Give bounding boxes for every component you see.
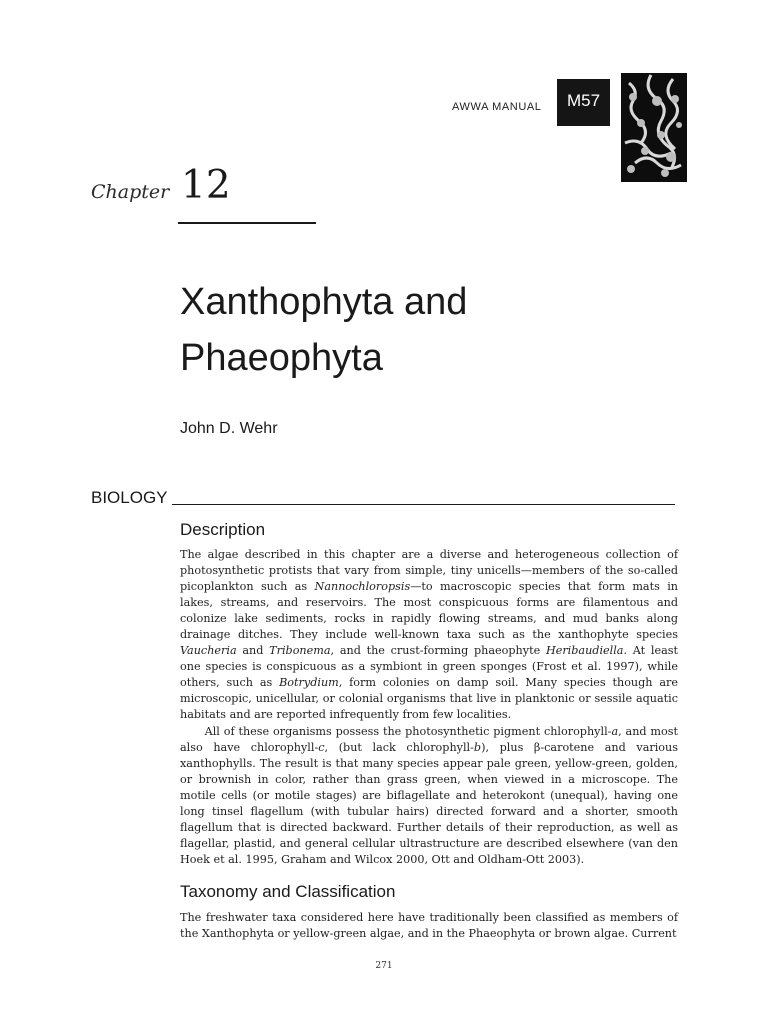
italic-term: Tribonema	[269, 644, 331, 658]
section-heading	[91, 488, 675, 508]
italic-term: c	[318, 740, 325, 754]
chapter-divider	[178, 222, 316, 224]
italic-term: Nannochloropsis	[314, 580, 411, 594]
italic-term: Vaucheria	[180, 644, 237, 658]
manual-code-badge: M57	[557, 79, 610, 126]
italic-term: Botrydium	[279, 676, 339, 690]
author-name: John D. Wehr	[180, 420, 278, 437]
chapter-number: 12	[181, 163, 231, 208]
chapter-label: Chapter	[91, 181, 170, 203]
chapter-title-line-2: Phaeophyta	[180, 337, 383, 379]
description-heading: Description	[180, 520, 266, 539]
taxonomy-body	[180, 910, 678, 942]
italic-term: Heribaudiella	[545, 644, 624, 658]
section-heading-rule	[172, 504, 675, 505]
italic-term: a	[611, 724, 619, 738]
italic-term: b	[473, 740, 482, 754]
section-heading-label: BIOLOGY	[91, 488, 168, 507]
chapter-title	[180, 274, 660, 386]
description-paragraph-1: The algae described in this chapter are a diverse and heterogeneous collection of photosynthetic protists that vary from simple, tiny unicells—members of the so-called picoplankton such as Nannochloropsis—to macroscopic species that form mats in lakes, streams, and reservoirs. The most conspicuous forms are filamentous and colonize lake sediments, rocks in rapidly flowing streams, and mud banks along drainage ditches. They include well-known taxa such as the xanthophyte species Vaucheria and Tribonema, and the crust-forming phaeophyte Heribaudiella. At least one species is conspicuous as a symbiont in green sponges (Frost et al. 1997), while others, such as Botrydium, form colonies on damp soil. Many species though are microscopic, unicellular, or colonial organisms that live in planktonic or sessile aquatic habitats and are reported infrequently from few localities.	[180, 548, 678, 722]
chapter-title-line-1: Xanthophyta and	[180, 281, 468, 323]
cover-thumbnail-image	[621, 73, 687, 182]
page-number: 271	[375, 961, 393, 971]
taxonomy-heading: Taxonomy and Classification	[180, 882, 396, 901]
taxonomy-paragraph: The freshwater taxa considered here have traditionally been classified as members of the Xanthophyta or yellow-green algae, and in the Phaeophyta or brown algae. Current	[180, 911, 678, 941]
manual-series-label: AWWA MANUAL	[452, 101, 542, 113]
algae-filament-illustration	[621, 73, 687, 182]
description-paragraph-2: All of these organisms possess the photosynthetic pigment chlorophyll-a, and most also have chlorophyll-c, (but lack chlorophyll-b), plus β-carotene and various xanthophylls. The result is that many species appear pale green, yellow-green, golden, or brownish in color, rather than grass green, when viewed in a microscope. The motile cells (or motile stages) are biflagellate and heterokont (unequal), having one long tinsel flagellum (with tubular hairs) directed forward and a shorter, smooth flagellum that is directed backward. Further details of their reproduction, as well as flagellar, plastid, and general cellular ultrastructure are described elsewhere (van den Hoek et al. 1995, Graham and Wilcox 2000, Ott and Oldham-Ott 2003).	[180, 724, 678, 866]
description-body	[180, 547, 678, 868]
